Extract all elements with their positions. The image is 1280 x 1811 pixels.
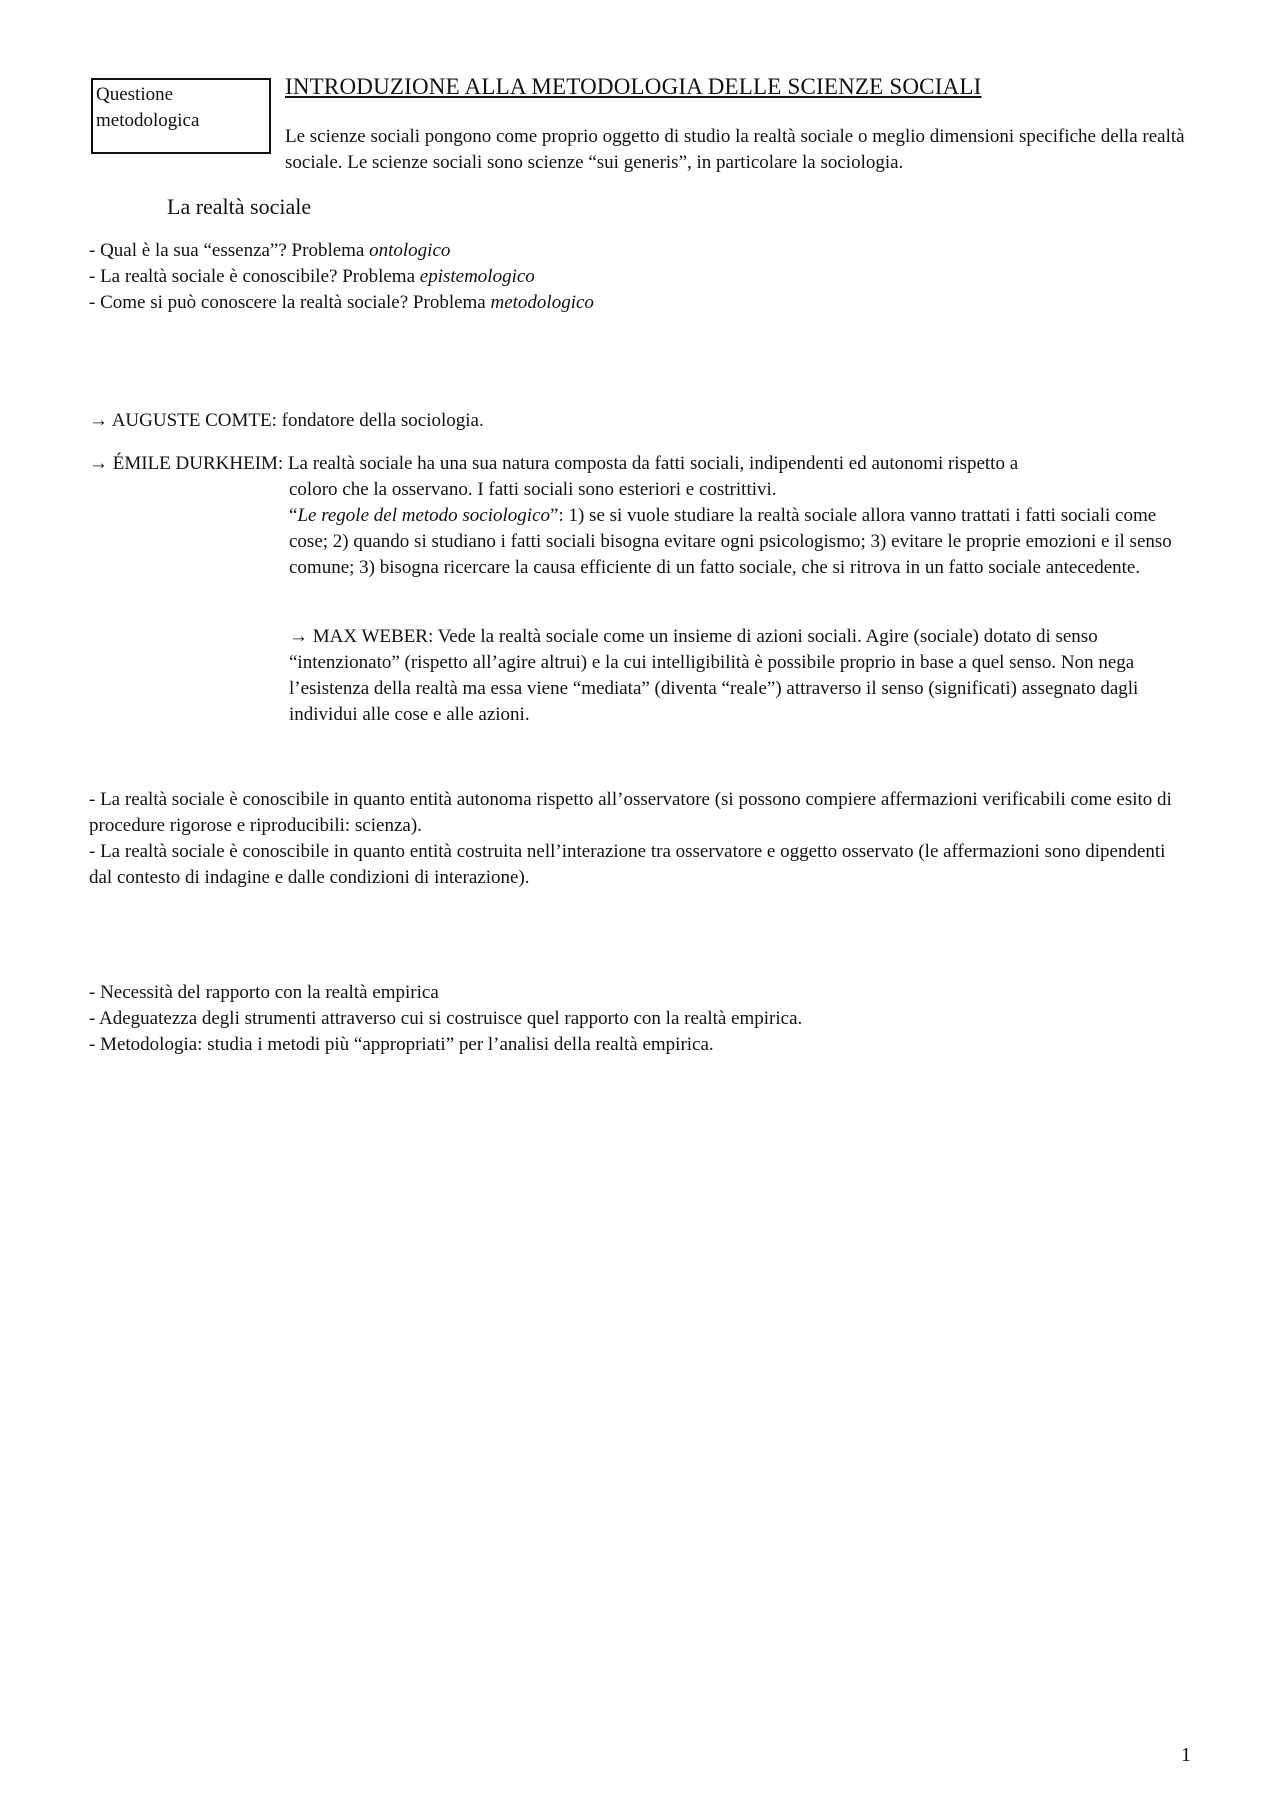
list-item-term: ontologico (369, 240, 451, 261)
regole-paragraph: “Le regole del metodo sociologico”: 1) se si vuole studiare la realtà sociale allora vanno trattati i fatti sociali come cose; 2) quando si studiano i fatti sociali bisogna evitare ogni psicologismo; 3) evitare le proprie emozioni e il senso comune; 3) bisogna ricercare la causa efficiente di un fatto sociale, che si ritrova in un fatto sociale antecedente. (289, 505, 1172, 578)
topic-box-line-2: metodologica (96, 110, 200, 131)
topic-box (91, 78, 271, 154)
comte-paragraph: → AUGUSTE COMTE: fondatore della sociologia. (89, 410, 484, 431)
knowability-paragraph-2: - La realtà sociale è conoscibile in quanto entità costruita nell’interazione tra osservatore e oggetto osservato (le affermazioni sono dipendenti dal contesto di indagine e dalle condizioni di interazione). (89, 841, 1166, 888)
knowability-paragraph-1: - La realtà sociale è conoscibile in quanto entità autonoma rispetto all’osservatore (si possono compiere affermazioni verificabili come esito di procedure rigorose e riproducibili: scienza). (89, 789, 1172, 836)
list-item-term: epistemologico (419, 266, 535, 287)
topic-box-line-1: Questione (96, 84, 174, 105)
book-title: Le regole del metodo sociologico (297, 505, 551, 526)
list-item: - Adeguatezza degli strumenti attraverso cui si costruisce quel rapporto con la realtà empirica. (89, 1008, 803, 1029)
durkheim-continuation: coloro che la osservano. I fatti sociali sono esteriori e costrittivi. (289, 479, 777, 500)
list-item: - Qual è la sua “essenza”? Problema ontologico (89, 240, 451, 261)
intro-paragraph: Le scienze sociali pongono come proprio oggetto di studio la realtà sociale o meglio dimensioni specifiche della realtà sociale. Le scienze sociali sono scienze “sui generis”, in particolare la sociologia. (285, 126, 1185, 173)
list-item-term: metodologico (490, 292, 594, 313)
methodology-list (89, 980, 1189, 1058)
durkheim-paragraph: → ÉMILE DURKHEIM: La realtà sociale ha una sua natura composta da fatti sociali, indipendenti ed autonomi rispetto a (89, 453, 1019, 474)
list-item: - Metodologia: studia i metodi più “appropriati” per l’analisi della realtà empirica. (89, 1034, 714, 1055)
list-item: - Necessità del rapporto con la realtà empirica (89, 982, 439, 1003)
section-heading: La realtà sociale (167, 194, 312, 219)
weber-paragraph: → MAX WEBER: Vede la realtà sociale come un insieme di azioni sociali. Agire (sociale) dotato di senso “intenzionato” (rispetto all’agire altrui) e la cui intelligibilità è possibile proprio in base a quel senso. Non nega l’esistenza della realtà ma essa viene “mediata” (diventa “reale”) attraverso il senso (significati) assegnato dagli individui alle cose e alle azioni. (289, 626, 1139, 725)
list-item: - Come si può conoscere la realtà sociale? Problema metodologico (89, 292, 594, 313)
document-title: INTRODUZIONE ALLA METODOLOGIA DELLE SCIENZE SOCIALI (285, 74, 982, 99)
page-number: 1 (1181, 1744, 1191, 1766)
problems-list (89, 238, 1189, 316)
list-item: - La realtà sociale è conoscibile? Problema epistemologico (89, 266, 535, 287)
